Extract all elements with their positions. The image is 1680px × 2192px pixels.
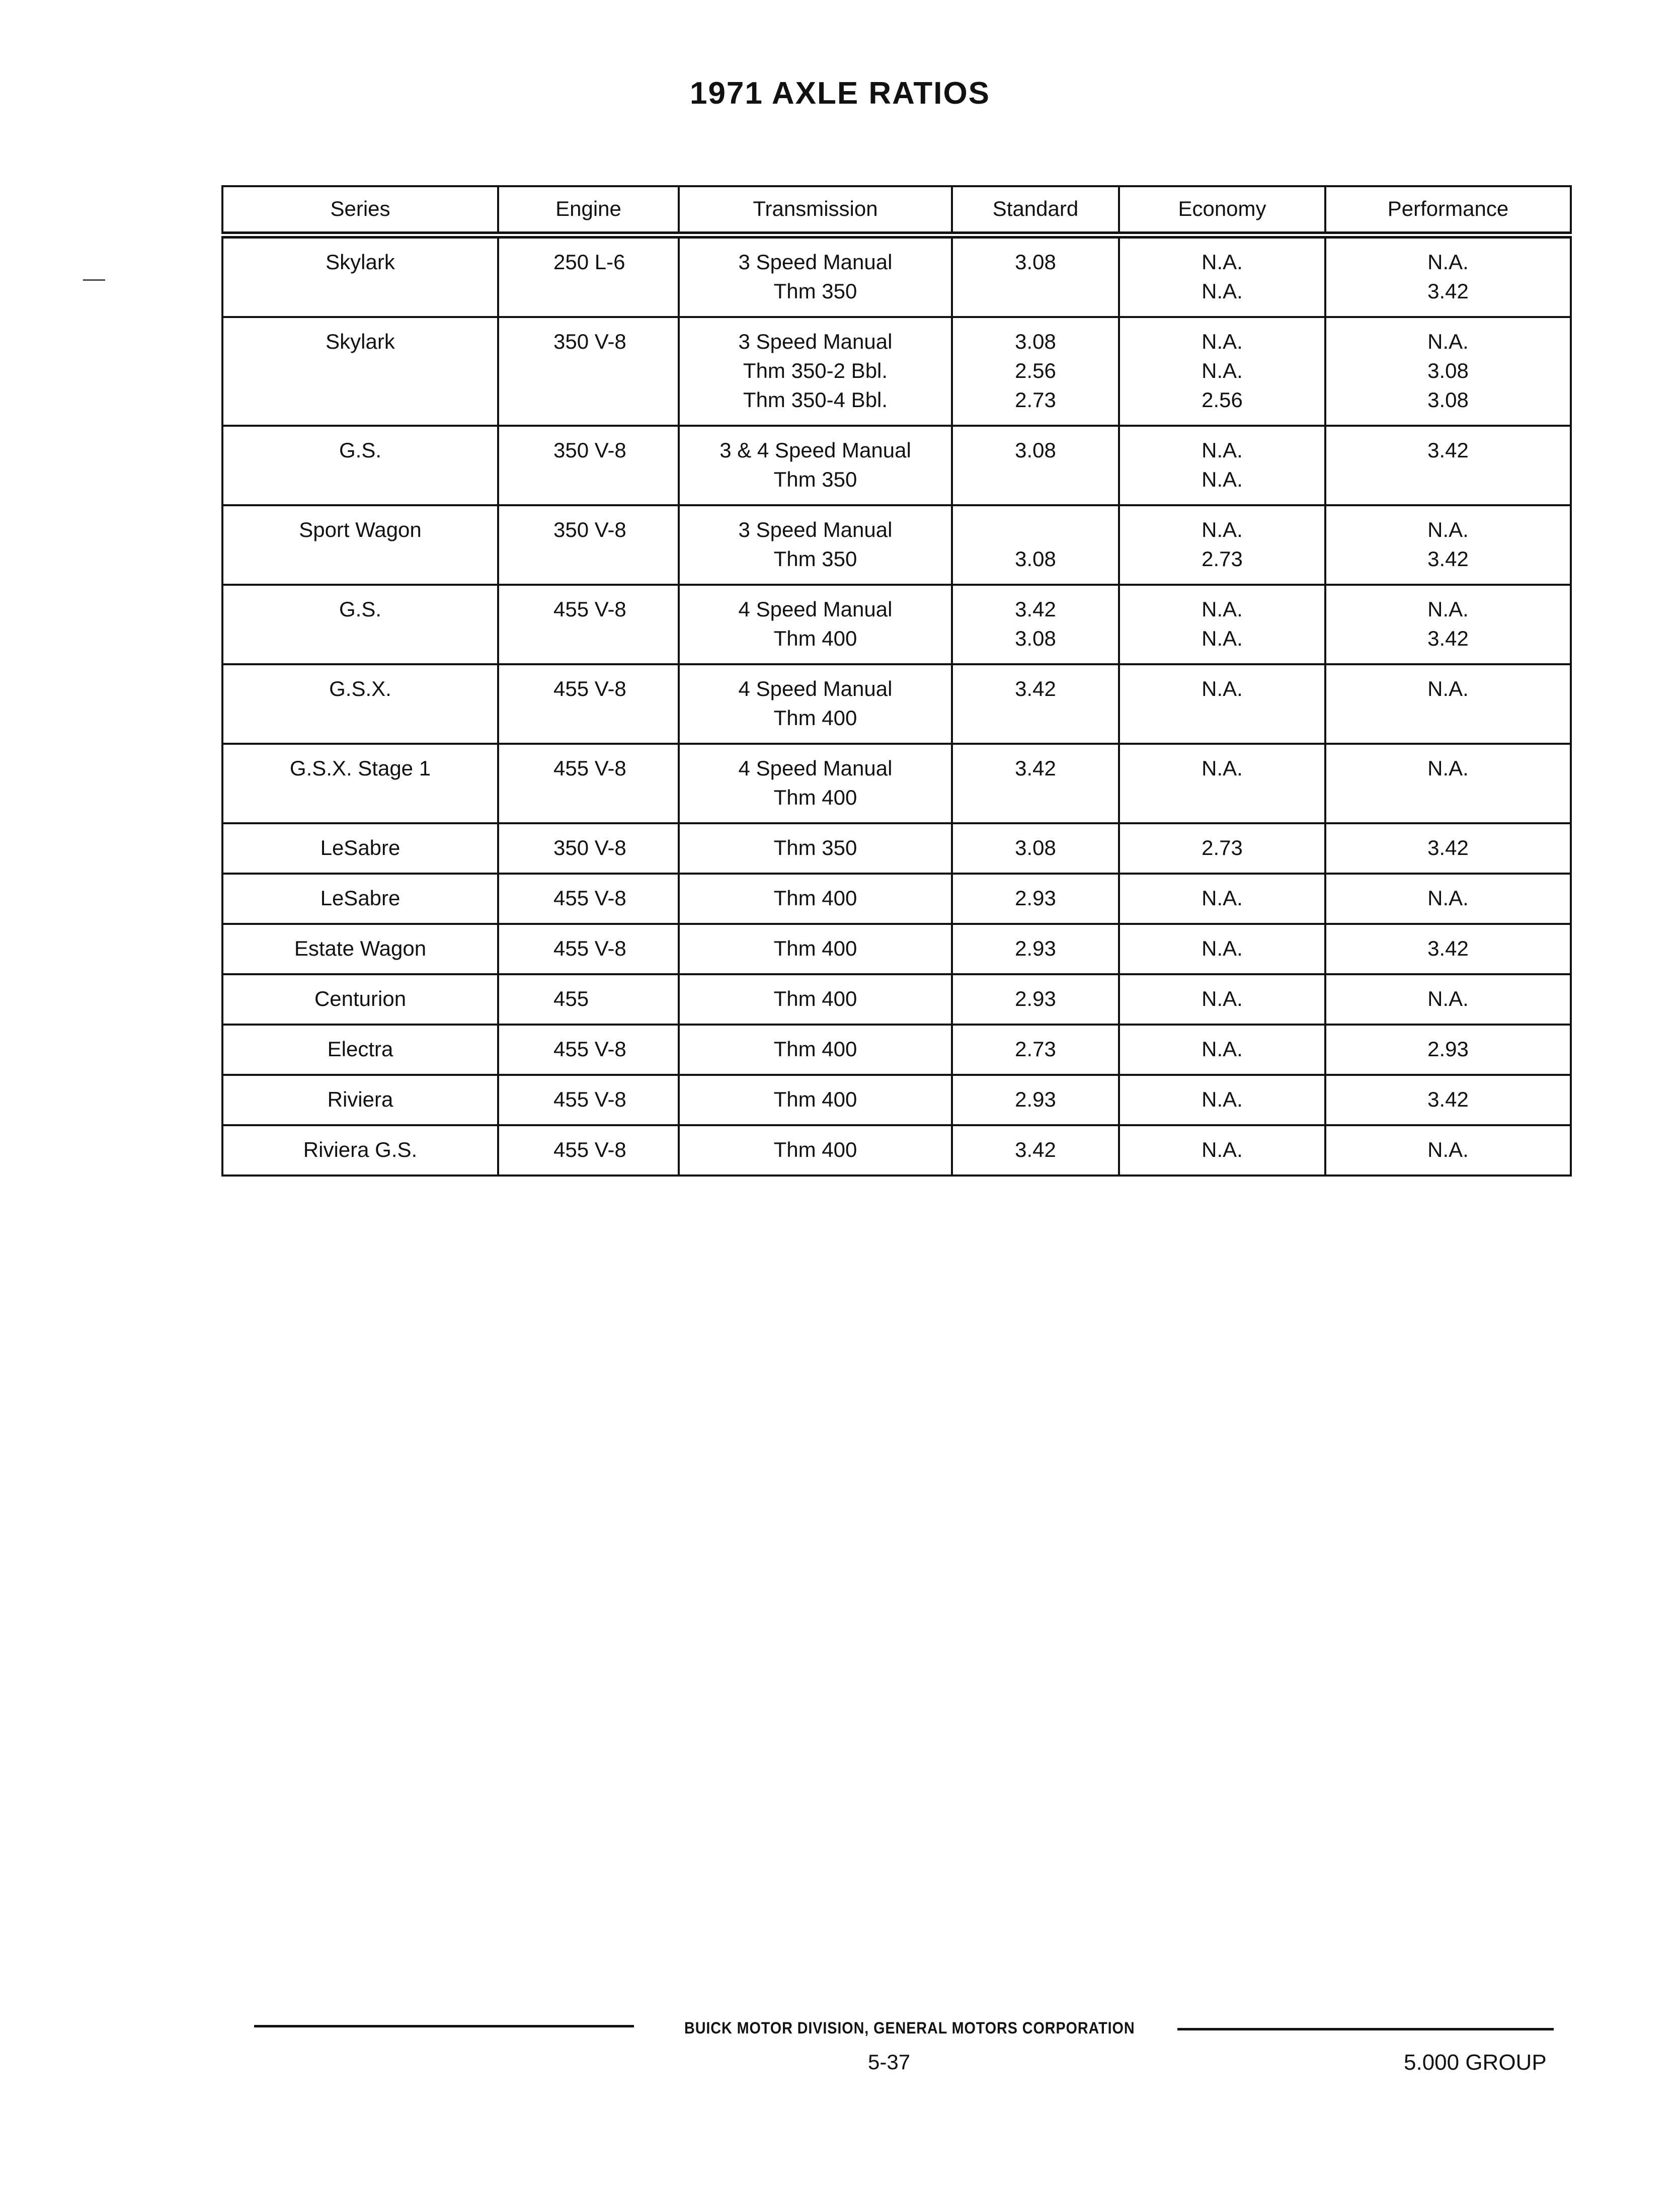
transmission-value: Thm 350 (773, 836, 857, 859)
standard-value: 2.56 (1015, 359, 1056, 382)
performance-value: 3.42 (1427, 279, 1469, 303)
economy-value: N.A. (1202, 627, 1243, 650)
standard-value: 2.93 (1015, 987, 1056, 1010)
transmission-value: Thm 400 (773, 1138, 857, 1161)
standard-value: 2.73 (1015, 1037, 1056, 1061)
table-row (222, 235, 1571, 317)
performance-value: N.A. (1427, 677, 1469, 700)
cell-performance (1325, 924, 1571, 974)
cell-series (222, 664, 498, 744)
cell-series (222, 505, 498, 585)
series-value: Estate Wagon (294, 936, 427, 960)
cell-standard (952, 426, 1119, 505)
cell-transmission (679, 924, 952, 974)
cell-performance (1325, 426, 1571, 505)
performance-value: 3.42 (1427, 627, 1469, 650)
cell-performance (1325, 317, 1571, 426)
cell-transmission (679, 974, 952, 1025)
series-value: Sport Wagon (299, 518, 422, 541)
cell-series (222, 317, 498, 426)
cell-series (222, 1075, 498, 1125)
cell-transmission (679, 317, 952, 426)
cell-economy (1119, 1075, 1325, 1125)
cell-series (222, 585, 498, 664)
series-value: Skylark (326, 330, 395, 353)
cell-performance (1325, 1075, 1571, 1125)
economy-value: N.A. (1202, 330, 1243, 353)
cell-standard (952, 585, 1119, 664)
engine-value: 455 V-8 (553, 597, 626, 621)
economy-value: N.A. (1202, 467, 1243, 491)
engine-value: 350 V-8 (553, 438, 626, 462)
performance-value: 3.42 (1427, 836, 1469, 859)
transmission-value: Thm 350 (773, 279, 857, 303)
cell-transmission (679, 1075, 952, 1125)
cell-performance (1325, 874, 1571, 924)
cell-transmission (679, 235, 952, 317)
cell-performance (1325, 235, 1571, 317)
footer-organization: BUICK MOTOR DIVISION, GENERAL MOTORS CORPORATION (684, 2019, 1135, 2037)
engine-value: 455 V-8 (553, 886, 626, 910)
performance-value: N.A. (1427, 756, 1469, 780)
transmission-value: Thm 400 (773, 1037, 857, 1061)
cell-performance (1325, 1125, 1571, 1176)
cell-transmission (679, 744, 952, 823)
transmission-value: Thm 400 (773, 987, 857, 1010)
table-row (222, 664, 1571, 744)
series-value: G.S.X. Stage 1 (289, 756, 431, 780)
cell-economy (1119, 744, 1325, 823)
performance-value: N.A. (1427, 250, 1469, 274)
table-row (222, 426, 1571, 505)
table-row (222, 874, 1571, 924)
cell-engine (498, 664, 679, 744)
economy-value: 2.73 (1202, 547, 1243, 571)
cell-engine (498, 744, 679, 823)
header-series: Series (222, 186, 498, 235)
standard-value: 2.93 (1015, 886, 1056, 910)
engine-value: 455 (553, 987, 589, 1010)
cell-economy (1119, 1025, 1325, 1075)
footer-page-number: 5-37 (868, 2050, 911, 2074)
cell-standard (952, 1125, 1119, 1176)
transmission-value: Thm 400 (773, 886, 857, 910)
cell-transmission (679, 1125, 952, 1176)
economy-value: N.A. (1202, 597, 1243, 621)
series-value: Centurion (314, 987, 407, 1010)
cell-engine (498, 505, 679, 585)
standard-value: 3.42 (1015, 597, 1056, 621)
cell-standard (952, 1075, 1119, 1125)
performance-value: N.A. (1427, 518, 1469, 541)
cell-engine (498, 874, 679, 924)
transmission-value: 3 Speed Manual (738, 250, 893, 274)
cell-transmission (679, 874, 952, 924)
economy-value: 2.56 (1202, 388, 1243, 412)
transmission-value: 3 Speed Manual (738, 330, 893, 353)
cell-engine (498, 924, 679, 974)
engine-value: 455 V-8 (553, 1138, 626, 1161)
transmission-value: Thm 350-4 Bbl. (743, 388, 888, 412)
cell-transmission (679, 664, 952, 744)
header-engine: Engine (498, 186, 679, 235)
cell-standard (952, 924, 1119, 974)
economy-value: N.A. (1202, 518, 1243, 541)
transmission-value: 4 Speed Manual (738, 597, 893, 621)
standard-value: 3.08 (1015, 250, 1056, 274)
cell-economy (1119, 505, 1325, 585)
series-value: Riviera G.S. (303, 1138, 418, 1161)
cell-engine (498, 426, 679, 505)
table-row (222, 317, 1571, 426)
series-value: Electra (327, 1037, 393, 1061)
performance-value: 3.42 (1427, 936, 1469, 960)
performance-value: 3.08 (1427, 359, 1469, 382)
transmission-value: Thm 400 (773, 936, 857, 960)
standard-value: 3.42 (1015, 677, 1056, 700)
performance-value: 2.93 (1427, 1037, 1469, 1061)
performance-value: N.A. (1427, 987, 1469, 1010)
cell-standard (952, 744, 1119, 823)
transmission-value: Thm 400 (773, 1087, 857, 1111)
table-header-row (222, 186, 1571, 235)
cell-standard (952, 823, 1119, 874)
cell-series (222, 924, 498, 974)
transmission-value: Thm 350-2 Bbl. (743, 359, 888, 382)
cell-transmission (679, 426, 952, 505)
economy-value: N.A. (1202, 987, 1243, 1010)
standard-value (956, 515, 1115, 544)
cell-economy (1119, 924, 1325, 974)
cell-standard (952, 974, 1119, 1025)
cell-performance (1325, 1025, 1571, 1075)
cell-performance (1325, 664, 1571, 744)
header-economy: Economy (1119, 186, 1325, 235)
cell-performance (1325, 505, 1571, 585)
table-row (222, 744, 1571, 823)
standard-value: 3.42 (1015, 1138, 1056, 1161)
economy-value: N.A. (1202, 1037, 1243, 1061)
table-row (222, 505, 1571, 585)
cell-economy (1119, 585, 1325, 664)
series-value: Riviera (327, 1087, 393, 1111)
cell-engine (498, 235, 679, 317)
cell-economy (1119, 1125, 1325, 1176)
cell-economy (1119, 426, 1325, 505)
series-value: G.S. (339, 597, 382, 621)
standard-value: 3.08 (1015, 547, 1056, 571)
economy-value: N.A. (1202, 359, 1243, 382)
cell-transmission (679, 585, 952, 664)
engine-value: 455 V-8 (553, 1087, 626, 1111)
footer-rule-left (254, 2025, 634, 2027)
engine-value: 455 V-8 (553, 677, 626, 700)
performance-value: 3.08 (1427, 388, 1469, 412)
standard-value: 3.08 (1015, 627, 1056, 650)
series-value: LeSabre (320, 836, 401, 859)
economy-value: N.A. (1202, 1087, 1243, 1111)
margin-mark (83, 279, 105, 281)
economy-value: 2.73 (1202, 836, 1243, 859)
table-body (222, 235, 1571, 1176)
cell-engine (498, 317, 679, 426)
engine-value: 455 V-8 (553, 1037, 626, 1061)
table-row (222, 1125, 1571, 1176)
cell-series (222, 823, 498, 874)
economy-value: N.A. (1202, 438, 1243, 462)
table-row (222, 823, 1571, 874)
performance-value: N.A. (1427, 886, 1469, 910)
cell-transmission (679, 823, 952, 874)
standard-value: 2.73 (1015, 388, 1056, 412)
engine-value: 350 V-8 (553, 836, 626, 859)
table-row (222, 974, 1571, 1025)
cell-standard (952, 235, 1119, 317)
cell-standard (952, 874, 1119, 924)
standard-value: 3.08 (1015, 836, 1056, 859)
performance-value: N.A. (1427, 330, 1469, 353)
series-value: Skylark (326, 250, 395, 274)
standard-value: 3.42 (1015, 756, 1056, 780)
transmission-value: 3 & 4 Speed Manual (719, 438, 911, 462)
cell-economy (1119, 317, 1325, 426)
standard-value: 3.08 (1015, 438, 1056, 462)
engine-value: 250 L-6 (553, 250, 625, 274)
cell-economy (1119, 874, 1325, 924)
cell-standard (952, 505, 1119, 585)
cell-engine (498, 1075, 679, 1125)
series-value: LeSabre (320, 886, 401, 910)
performance-value: N.A. (1427, 1138, 1469, 1161)
series-value: G.S. (339, 438, 382, 462)
axle-ratio-table (221, 185, 1572, 1177)
performance-value: 3.42 (1427, 1087, 1469, 1111)
cell-performance (1325, 823, 1571, 874)
transmission-value: Thm 350 (773, 467, 857, 491)
transmission-value: Thm 350 (773, 547, 857, 571)
cell-standard (952, 664, 1119, 744)
cell-economy (1119, 823, 1325, 874)
economy-value: N.A. (1202, 677, 1243, 700)
economy-value: N.A. (1202, 886, 1243, 910)
cell-engine (498, 1125, 679, 1176)
performance-value: 3.42 (1427, 547, 1469, 571)
table-row (222, 1075, 1571, 1125)
engine-value: 455 V-8 (553, 756, 626, 780)
cell-performance (1325, 585, 1571, 664)
engine-value: 350 V-8 (553, 330, 626, 353)
cell-engine (498, 974, 679, 1025)
header-standard: Standard (952, 186, 1119, 235)
economy-value: N.A. (1202, 279, 1243, 303)
cell-series (222, 744, 498, 823)
header-transmission: Transmission (679, 186, 952, 235)
table-row (222, 585, 1571, 664)
economy-value: N.A. (1202, 250, 1243, 274)
cell-engine (498, 823, 679, 874)
cell-economy (1119, 664, 1325, 744)
standard-value: 2.93 (1015, 936, 1056, 960)
cell-series (222, 1125, 498, 1176)
transmission-value: Thm 400 (773, 627, 857, 650)
cell-economy (1119, 235, 1325, 317)
cell-engine (498, 1025, 679, 1075)
cell-series (222, 1025, 498, 1075)
economy-value: N.A. (1202, 936, 1243, 960)
cell-transmission (679, 1025, 952, 1075)
transmission-value: 3 Speed Manual (738, 518, 893, 541)
transmission-value: 4 Speed Manual (738, 756, 893, 780)
cell-performance (1325, 744, 1571, 823)
standard-value: 2.93 (1015, 1087, 1056, 1111)
cell-series (222, 974, 498, 1025)
cell-engine (498, 585, 679, 664)
cell-transmission (679, 505, 952, 585)
performance-value: 3.42 (1427, 438, 1469, 462)
cell-standard (952, 1025, 1119, 1075)
engine-value: 350 V-8 (553, 518, 626, 541)
page-title: 1971 AXLE RATIOS (689, 76, 991, 111)
table-row (222, 1025, 1571, 1075)
economy-value: N.A. (1202, 756, 1243, 780)
series-value: G.S.X. (329, 677, 391, 700)
header-performance: Performance (1325, 186, 1571, 235)
cell-economy (1119, 974, 1325, 1025)
transmission-value: Thm 400 (773, 786, 857, 809)
cell-series (222, 426, 498, 505)
cell-performance (1325, 974, 1571, 1025)
standard-value: 3.08 (1015, 330, 1056, 353)
cell-series (222, 874, 498, 924)
cell-standard (952, 317, 1119, 426)
footer-rule-right (1177, 2028, 1554, 2030)
table-row (222, 924, 1571, 974)
transmission-value: 4 Speed Manual (738, 677, 893, 700)
transmission-value: Thm 400 (773, 706, 857, 730)
engine-value: 455 V-8 (553, 936, 626, 960)
performance-value: N.A. (1427, 597, 1469, 621)
economy-value: N.A. (1202, 1138, 1243, 1161)
cell-series (222, 235, 498, 317)
footer-group-label: 5.000 GROUP (1404, 2050, 1547, 2075)
